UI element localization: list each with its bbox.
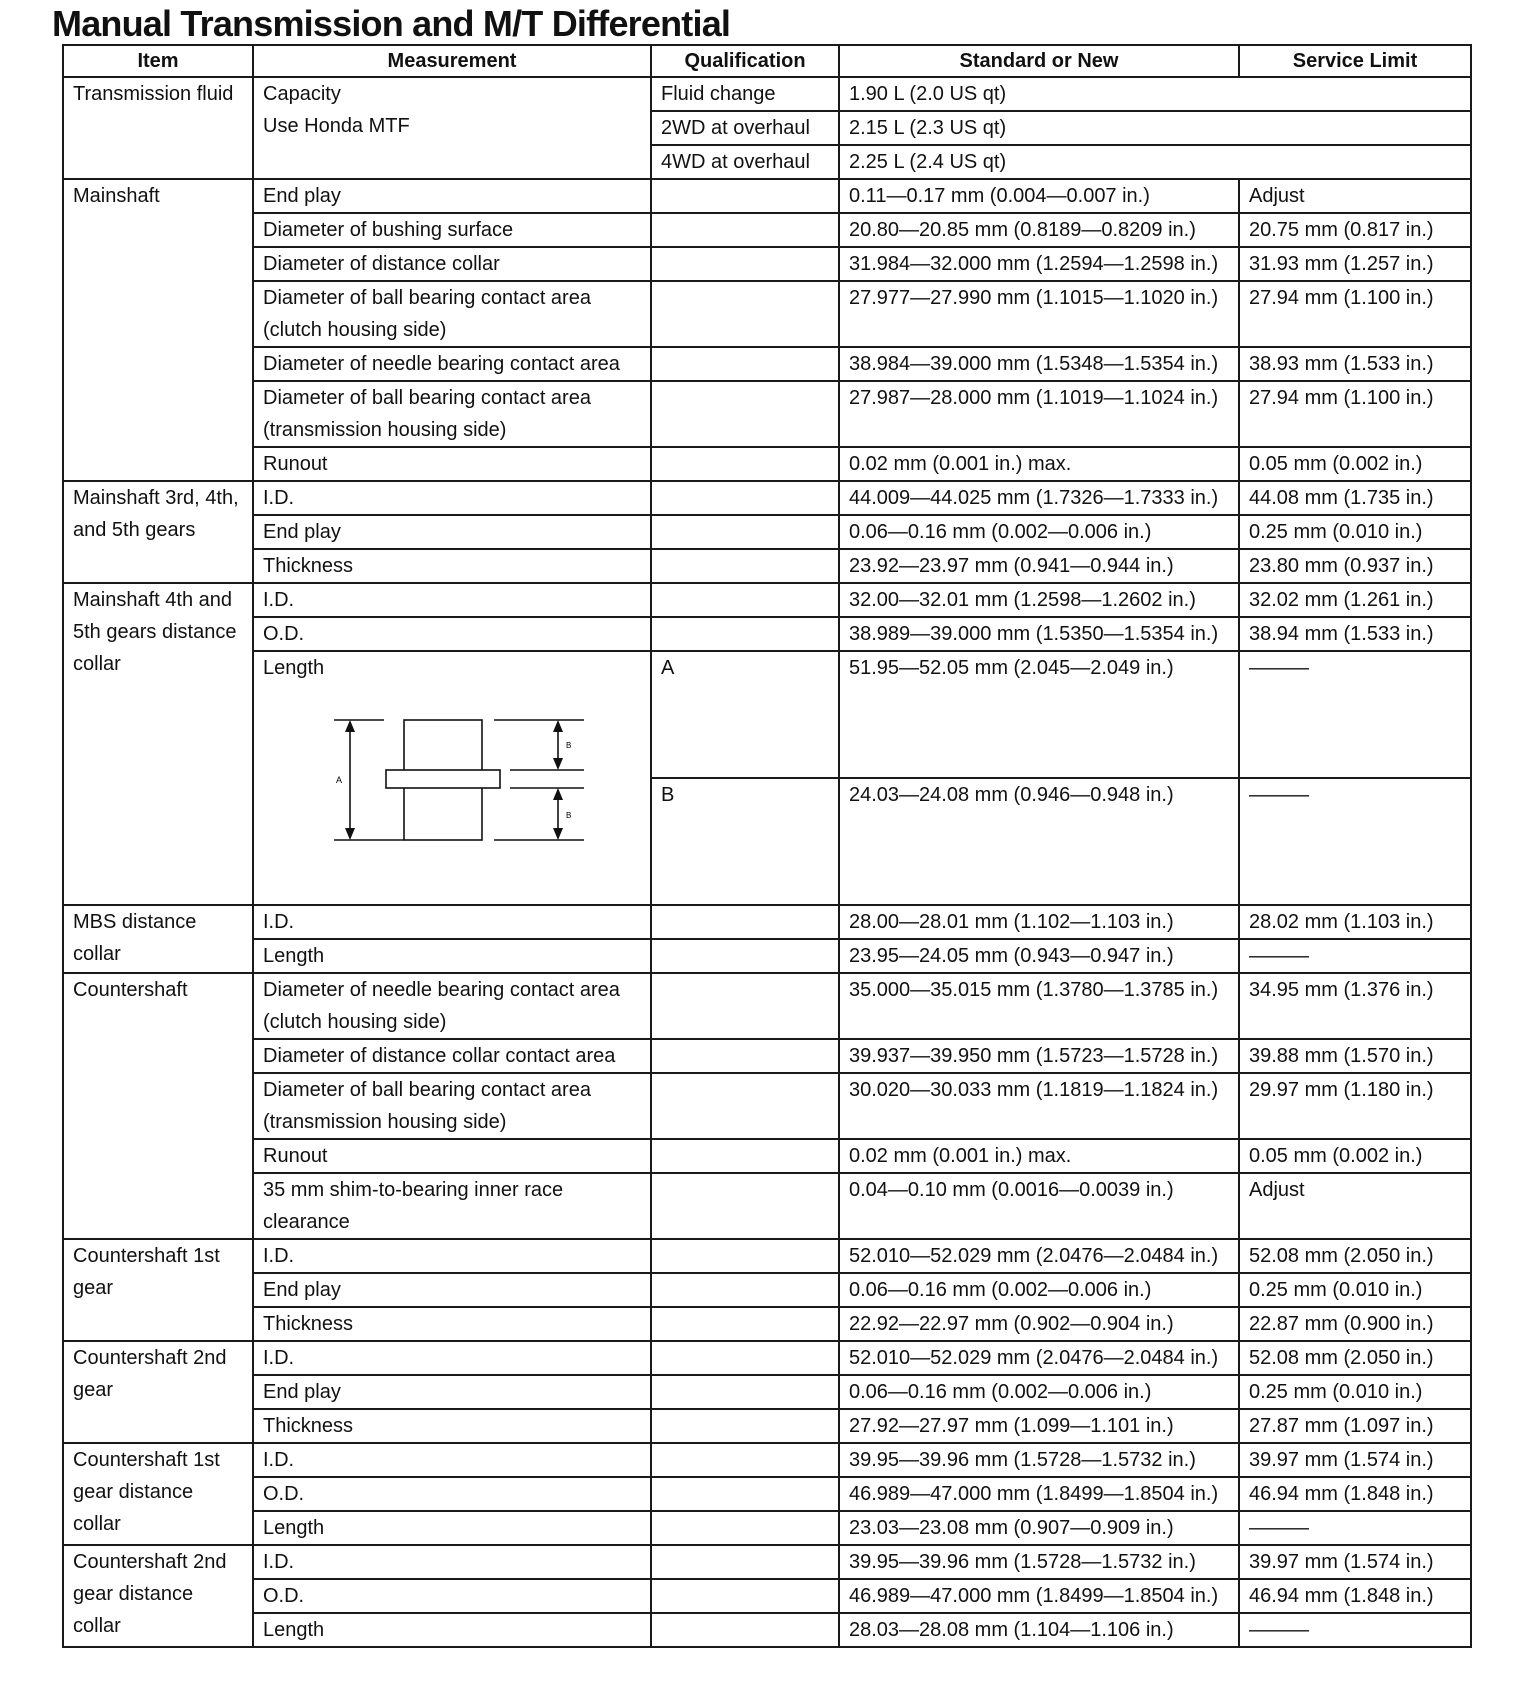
standard-cell: 22.92—22.97 mm (0.902—0.904 in.) xyxy=(839,1307,1239,1341)
limit-cell: 39.97 mm (1.574 in.) xyxy=(1239,1443,1471,1477)
standard-cell: 44.009—44.025 mm (1.7326—1.7333 in.) xyxy=(839,481,1239,515)
table-row xyxy=(63,1579,1471,1613)
limit-cell: 52.08 mm (2.050 in.) xyxy=(1239,1239,1471,1273)
measurement-cell: I.D. xyxy=(253,905,651,939)
limit-cell: 0.25 mm (0.010 in.) xyxy=(1239,1273,1471,1307)
table-row xyxy=(63,481,1471,515)
item-cell: Countershaft xyxy=(63,973,253,1239)
limit-cell: 0.05 mm (0.002 in.) xyxy=(1239,1139,1471,1173)
limit-cell: 28.02 mm (1.103 in.) xyxy=(1239,905,1471,939)
table-row xyxy=(63,973,1471,1039)
qualification-cell xyxy=(651,583,839,617)
standard-cell: 27.977—27.990 mm (1.1015—1.1020 in.) xyxy=(839,281,1239,347)
table-row xyxy=(63,617,1471,651)
table-row xyxy=(63,1341,1471,1375)
measurement-cell: O.D. xyxy=(253,1477,651,1511)
limit-cell: 31.93 mm (1.257 in.) xyxy=(1239,247,1471,281)
table-row xyxy=(63,1307,1471,1341)
page-title: Manual Transmission and M/T Differential xyxy=(52,3,731,44)
table-row xyxy=(63,651,1471,778)
arrowhead-b2-up xyxy=(553,788,563,800)
standard-cell: 20.80—20.85 mm (0.8189—0.8209 in.) xyxy=(839,213,1239,247)
standard-cell: 1.90 L (2.0 US qt) xyxy=(839,77,1471,111)
standard-cell: 23.03—23.08 mm (0.907—0.909 in.) xyxy=(839,1511,1239,1545)
collar-diagram xyxy=(314,708,584,848)
table-row xyxy=(63,1073,1471,1139)
measurement-cell xyxy=(253,77,651,179)
qualification-cell xyxy=(651,1139,839,1173)
item-cell: Countershaft 1st gear xyxy=(63,1239,253,1341)
measurement-cell: O.D. xyxy=(253,617,651,651)
collar-flange xyxy=(386,770,500,788)
limit-cell: 39.88 mm (1.570 in.) xyxy=(1239,1039,1471,1073)
standard-cell: 23.95—24.05 mm (0.943—0.947 in.) xyxy=(839,939,1239,973)
limit-cell: 22.87 mm (0.900 in.) xyxy=(1239,1307,1471,1341)
qualification-cell xyxy=(651,1477,839,1511)
limit-cell: ——— xyxy=(1239,1511,1471,1545)
table-row xyxy=(63,1409,1471,1443)
measurement-cell: Length xyxy=(253,1613,651,1647)
qualification-cell xyxy=(651,549,839,583)
qualification-cell: 4WD at overhaul xyxy=(651,145,839,179)
arrowhead-b1-up xyxy=(553,720,563,732)
qualification-cell: B xyxy=(651,778,839,905)
limit-cell: 27.87 mm (1.097 in.) xyxy=(1239,1409,1471,1443)
qualification-cell xyxy=(651,1545,839,1579)
measurement-cell: Length xyxy=(253,1511,651,1545)
measurement-cell: I.D. xyxy=(253,1341,651,1375)
qualification-cell xyxy=(651,1443,839,1477)
item-cell: Mainshaft 3rd, 4th, and 5th gears xyxy=(63,481,253,583)
table-row xyxy=(63,1273,1471,1307)
standard-cell: 30.020—30.033 mm (1.1819—1.1824 in.) xyxy=(839,1073,1239,1139)
standard-cell: 46.989—47.000 mm (1.8499—1.8504 in.) xyxy=(839,1477,1239,1511)
limit-cell: 0.25 mm (0.010 in.) xyxy=(1239,515,1471,549)
limit-cell: ——— xyxy=(1239,939,1471,973)
length-diagram-cell xyxy=(253,651,651,905)
standard-cell: 38.984—39.000 mm (1.5348—1.5354 in.) xyxy=(839,347,1239,381)
qualification-cell xyxy=(651,1239,839,1273)
table-row xyxy=(63,1173,1471,1239)
measurement-cell: Runout xyxy=(253,1139,651,1173)
standard-cell: 39.95—39.96 mm (1.5728—1.5732 in.) xyxy=(839,1443,1239,1477)
measurement-cell: O.D. xyxy=(253,1579,651,1613)
limit-cell: 34.95 mm (1.376 in.) xyxy=(1239,973,1471,1039)
table-row xyxy=(63,1139,1471,1173)
item-cell: MBS distance collar xyxy=(63,905,253,973)
limit-cell: 38.93 mm (1.533 in.) xyxy=(1239,347,1471,381)
table-row xyxy=(63,1511,1471,1545)
qualification-cell xyxy=(651,381,839,447)
qualification-cell xyxy=(651,1073,839,1139)
limit-cell: 44.08 mm (1.735 in.) xyxy=(1239,481,1471,515)
standard-cell: 2.25 L (2.4 US qt) xyxy=(839,145,1471,179)
table-row xyxy=(63,939,1471,973)
limit-cell: Adjust xyxy=(1239,1173,1471,1239)
measurement-cell: End play xyxy=(253,1273,651,1307)
measurement-cell: I.D. xyxy=(253,481,651,515)
limit-cell: ——— xyxy=(1239,778,1471,905)
table-row xyxy=(63,179,1471,213)
measurement-cell: I.D. xyxy=(253,1545,651,1579)
standard-cell: 52.010—52.029 mm (2.0476—2.0484 in.) xyxy=(839,1239,1239,1273)
standard-cell: 27.92—27.97 mm (1.099—1.101 in.) xyxy=(839,1409,1239,1443)
table-row xyxy=(63,447,1471,481)
measurement-cell: Thickness xyxy=(253,1409,651,1443)
limit-cell: 20.75 mm (0.817 in.) xyxy=(1239,213,1471,247)
limit-cell: 27.94 mm (1.100 in.) xyxy=(1239,281,1471,347)
header-qualification: Qualification xyxy=(651,45,839,77)
standard-cell: 39.95—39.96 mm (1.5728—1.5732 in.) xyxy=(839,1545,1239,1579)
qualification-cell xyxy=(651,179,839,213)
qualification-cell xyxy=(651,939,839,973)
item-cell: Countershaft 1st gear distance collar xyxy=(63,1443,253,1545)
qualification-cell xyxy=(651,1613,839,1647)
table-row xyxy=(63,1613,1471,1647)
measurement-cell: Thickness xyxy=(253,549,651,583)
table-row xyxy=(63,549,1471,583)
arrowhead-b1-down xyxy=(553,758,563,770)
measurement-cell: Diameter of bushing surface xyxy=(253,213,651,247)
table-row xyxy=(63,247,1471,281)
standard-cell: 46.989—47.000 mm (1.8499—1.8504 in.) xyxy=(839,1579,1239,1613)
limit-cell: 29.97 mm (1.180 in.) xyxy=(1239,1073,1471,1139)
limit-cell: 46.94 mm (1.848 in.) xyxy=(1239,1477,1471,1511)
qualification-cell xyxy=(651,1039,839,1073)
item-cell: Mainshaft xyxy=(63,179,253,481)
measurement-cell: End play xyxy=(253,179,651,213)
standard-cell: 51.95—52.05 mm (2.045—2.049 in.) xyxy=(839,651,1239,778)
table-row xyxy=(63,1375,1471,1409)
header-row xyxy=(63,45,1471,77)
measurement-cell: Diameter of ball bearing contact area (transmission housing side) xyxy=(253,1073,651,1139)
length-label: Length xyxy=(263,657,325,679)
qualification-cell: A xyxy=(651,651,839,778)
measurement-cell: 35 mm shim-to-bearing inner race clearance xyxy=(253,1173,651,1239)
standard-cell: 35.000—35.015 mm (1.3780—1.3785 in.) xyxy=(839,973,1239,1039)
standard-cell: 0.04—0.10 mm (0.0016—0.0039 in.) xyxy=(839,1173,1239,1239)
limit-cell: 46.94 mm (1.848 in.) xyxy=(1239,1579,1471,1613)
qualification-cell xyxy=(651,617,839,651)
measurement-cell: Thickness xyxy=(253,1307,651,1341)
standard-cell: 2.15 L (2.3 US qt) xyxy=(839,111,1471,145)
limit-cell: 27.94 mm (1.100 in.) xyxy=(1239,381,1471,447)
table-row xyxy=(63,1545,1471,1579)
limit-cell: 23.80 mm (0.937 in.) xyxy=(1239,549,1471,583)
measurement-cell: Runout xyxy=(253,447,651,481)
standard-cell: 0.06—0.16 mm (0.002—0.006 in.) xyxy=(839,1375,1239,1409)
qualification-cell xyxy=(651,1375,839,1409)
measurement-cell: Diameter of distance collar contact area xyxy=(253,1039,651,1073)
table-row xyxy=(63,381,1471,447)
standard-cell: 28.00—28.01 mm (1.102—1.103 in.) xyxy=(839,905,1239,939)
header-measurement: Measurement xyxy=(253,45,651,77)
item-cell: Countershaft 2nd gear xyxy=(63,1341,253,1443)
header-item: Item xyxy=(63,45,253,77)
limit-cell: 0.05 mm (0.002 in.) xyxy=(1239,447,1471,481)
limit-cell: 38.94 mm (1.533 in.) xyxy=(1239,617,1471,651)
arrowhead-b2-down xyxy=(553,828,563,840)
table-row xyxy=(63,1443,1471,1477)
standard-cell: 0.11—0.17 mm (0.004—0.007 in.) xyxy=(839,179,1239,213)
fluid-type-label: Use Honda MTF xyxy=(263,115,410,137)
table-row xyxy=(63,1239,1471,1273)
qualification-cell xyxy=(651,1511,839,1545)
standard-cell: 32.00—32.01 mm (1.2598—1.2602 in.) xyxy=(839,583,1239,617)
standard-cell: 23.92—23.97 mm (0.941—0.944 in.) xyxy=(839,549,1239,583)
standard-cell: 0.06—0.16 mm (0.002—0.006 in.) xyxy=(839,1273,1239,1307)
qualification-cell xyxy=(651,1307,839,1341)
qualification-cell xyxy=(651,213,839,247)
limit-cell: 52.08 mm (2.050 in.) xyxy=(1239,1341,1471,1375)
standard-cell: 0.02 mm (0.001 in.) max. xyxy=(839,447,1239,481)
measurement-cell: Diameter of needle bearing contact area (clutch housing side) xyxy=(253,973,651,1039)
item-cell: Transmission fluid xyxy=(63,77,253,179)
limit-cell: 39.97 mm (1.574 in.) xyxy=(1239,1545,1471,1579)
item-cell: Countershaft 2nd gear distance collar xyxy=(63,1545,253,1647)
qualification-cell xyxy=(651,905,839,939)
table-row xyxy=(63,1477,1471,1511)
standard-cell: 52.010—52.029 mm (2.0476—2.0484 in.) xyxy=(839,1341,1239,1375)
header-service-limit: Service Limit xyxy=(1239,45,1471,77)
measurement-cell: Diameter of distance collar xyxy=(253,247,651,281)
table-row xyxy=(63,77,1471,111)
measurement-cell: Diameter of ball bearing contact area (clutch housing side) xyxy=(253,281,651,347)
limit-cell: ——— xyxy=(1239,1613,1471,1647)
measurement-cell: End play xyxy=(253,1375,651,1409)
table-row xyxy=(63,583,1471,617)
table-row xyxy=(63,1039,1471,1073)
measurement-cell: I.D. xyxy=(253,1239,651,1273)
standard-cell: 28.03—28.08 mm (1.104—1.106 in.) xyxy=(839,1613,1239,1647)
qualification-cell xyxy=(651,347,839,381)
item-cell: Mainshaft 4th and 5th gears distance collar xyxy=(63,583,253,905)
capacity-label: Capacity xyxy=(263,83,341,105)
standard-cell: 24.03—24.08 mm (0.946—0.948 in.) xyxy=(839,778,1239,905)
qualification-cell xyxy=(651,1409,839,1443)
measurement-cell: Length xyxy=(253,939,651,973)
qualification-cell xyxy=(651,515,839,549)
header-standard: Standard or New xyxy=(839,45,1239,77)
qualification-cell xyxy=(651,1579,839,1613)
qualification-cell: Fluid change xyxy=(651,77,839,111)
qualification-cell xyxy=(651,247,839,281)
measurement-cell: I.D. xyxy=(253,1443,651,1477)
measurement-cell: Diameter of ball bearing contact area (transmission housing side) xyxy=(253,381,651,447)
qualification-cell xyxy=(651,447,839,481)
measurement-cell: End play xyxy=(253,515,651,549)
table-row xyxy=(63,905,1471,939)
diagram-label-a: A xyxy=(336,775,343,785)
limit-cell: ——— xyxy=(1239,651,1471,778)
spec-table xyxy=(62,44,1472,1648)
limit-cell: 0.25 mm (0.010 in.) xyxy=(1239,1375,1471,1409)
diagram-label-b1: B xyxy=(566,741,572,750)
table-row xyxy=(63,515,1471,549)
standard-cell: 0.06—0.16 mm (0.002—0.006 in.) xyxy=(839,515,1239,549)
limit-cell: 32.02 mm (1.261 in.) xyxy=(1239,583,1471,617)
qualification-cell xyxy=(651,973,839,1039)
limit-cell: Adjust xyxy=(1239,179,1471,213)
standard-cell: 31.984—32.000 mm (1.2594—1.2598 in.) xyxy=(839,247,1239,281)
standard-cell: 27.987—28.000 mm (1.1019—1.1024 in.) xyxy=(839,381,1239,447)
measurement-cell: Diameter of needle bearing contact area xyxy=(253,347,651,381)
standard-cell: 0.02 mm (0.001 in.) max. xyxy=(839,1139,1239,1173)
qualification-cell xyxy=(651,1341,839,1375)
qualification-cell xyxy=(651,481,839,515)
standard-cell: 39.937—39.950 mm (1.5723—1.5728 in.) xyxy=(839,1039,1239,1073)
table-row xyxy=(63,281,1471,347)
table-row xyxy=(63,213,1471,247)
diagram-label-b2: B xyxy=(566,811,572,820)
qualification-cell xyxy=(651,281,839,347)
arrowhead-a-down xyxy=(345,828,355,840)
qualification-cell xyxy=(651,1273,839,1307)
qualification-cell xyxy=(651,1173,839,1239)
measurement-cell: I.D. xyxy=(253,583,651,617)
arrowhead-a-up xyxy=(345,720,355,732)
standard-cell: 38.989—39.000 mm (1.5350—1.5354 in.) xyxy=(839,617,1239,651)
table-row xyxy=(63,347,1471,381)
qualification-cell: 2WD at overhaul xyxy=(651,111,839,145)
